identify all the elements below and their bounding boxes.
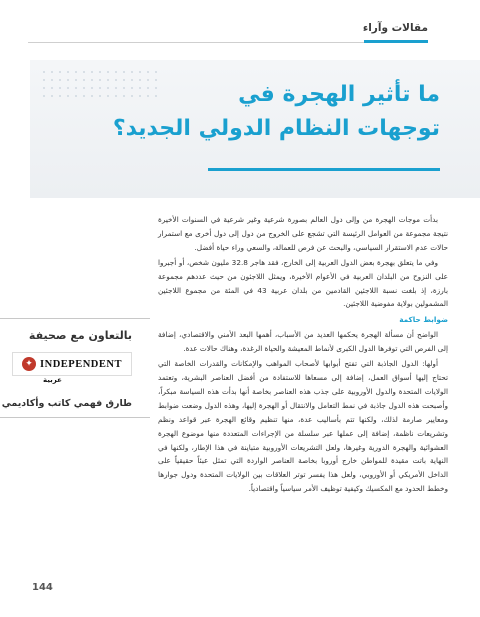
- section-accent: [364, 40, 428, 43]
- headline-underline: [208, 168, 440, 171]
- article-paragraph: أولها: الدول الجاذبة التي تفتح أبوابها لأصحاب المواهب والإمكانات والقدرات الخاصة التي تحتاج إليها أسواق العمل، إضافة إلى مسعاها للاستفادة من أفضل العناصر البشرية، وتعتمد الولايات المتحدة والدول الأوروبية على جذب هذه العناصر بخاصة أنها بدأت هذه السياسة مبكراً، وأصبحت هذه الدول جاذبة في نمط التعامل والانتقال أو الهجرة إليها، وهذه الدول وضعت ضوابط ومعايير صارمة لذلك، ولكنها تتم بأساليب عدة، منها تنظيم وقائع الهجرة عبر قواعد ونظم وتشريعات ناظمة، إضافة إلى عملها عبر سلسلة من الإجراءات المتعددة منها موضوع الهجرة العشوائية والهجرة الدورية وغيرها، ولعل التشريعات الأوروبية متباينة في هذا الإطار، ولكنها في النهاية باتت مقيدة للمواطن خارج أوروبا بخاصة العناصر الواردة التي تمثل عبئاً حقيقياً على الداخل الأمريكي أو الأوروبي، ولعل هذا يفسر توتر العلاقات بين الولايات المتحدة ودول جوارها وخطط الحدود مع المكسيك وكيفية توظيف الأمر سياسياً واقتصادياً.: [158, 359, 448, 494]
- section-label: مقالات وآراء: [362, 22, 428, 34]
- article-body: [158, 213, 448, 497]
- article-subhead: ضوابط حاكمة: [399, 315, 448, 325]
- independent-logo: [12, 352, 132, 384]
- sidebar-top-rule: [0, 318, 150, 319]
- headline-line-2: توجهات النظام الدولي الجديد؟: [112, 116, 440, 141]
- article-paragraph: بدأت موجات الهجرة من وإلى دول العالم بصورة شرعية وغير شرعية في السنوات الأخيرة نتيجة مجموعة من العوامل الرئيسة التي تشجع على الخروج من دول إلى دول أخرى مع استمرار حالات عدم الاستقرار السياسي، والبحث عن فرص للعمالة، والسعي وراء حياة أفضل.: [158, 215, 448, 252]
- headline-line-1: ما تأثير الهجرة في: [238, 82, 440, 107]
- logo-text: INDEPENDENT: [40, 358, 122, 370]
- sidebar-bottom-rule: [0, 417, 150, 418]
- collaboration-label: بالتعاون مع صحيفة: [28, 329, 132, 342]
- headline: [60, 78, 440, 146]
- author-name: طارق فهمي كاتب وأكاديمي: [1, 398, 132, 409]
- logo-subtext: عربية: [43, 376, 62, 384]
- sidebar: [0, 318, 150, 418]
- eagle-icon: ✦: [22, 357, 36, 371]
- page-number: 144: [32, 582, 53, 593]
- article-paragraph: الواضح أن مسألة الهجرة يحكمها العديد من الأسباب، أهمها البعد الأمني والاقتصادي، إضافة إلى الفرص التي توفرها الدول الكبرى لأنماط المعيشة والحياة الرغدة، وهناك حالات عدة.: [158, 330, 448, 354]
- article-paragraph: وفي ما يتعلق بهجرة بعض الدول العربية إلى الخارج، فقد هاجر 32.8 مليون شخص، أو أجبروا على النزوح من البلدان العربية في الأعوام الأخيرة، ويمثل اللاجئون من حيث عددهم مجموعة بارزة، إذ بلغت نسبة اللاجئين القادمين من بلدان عربية 43 في المئة من مجموع اللاجئين المشمولين بولاية مفوضية اللاجئين.: [158, 257, 448, 309]
